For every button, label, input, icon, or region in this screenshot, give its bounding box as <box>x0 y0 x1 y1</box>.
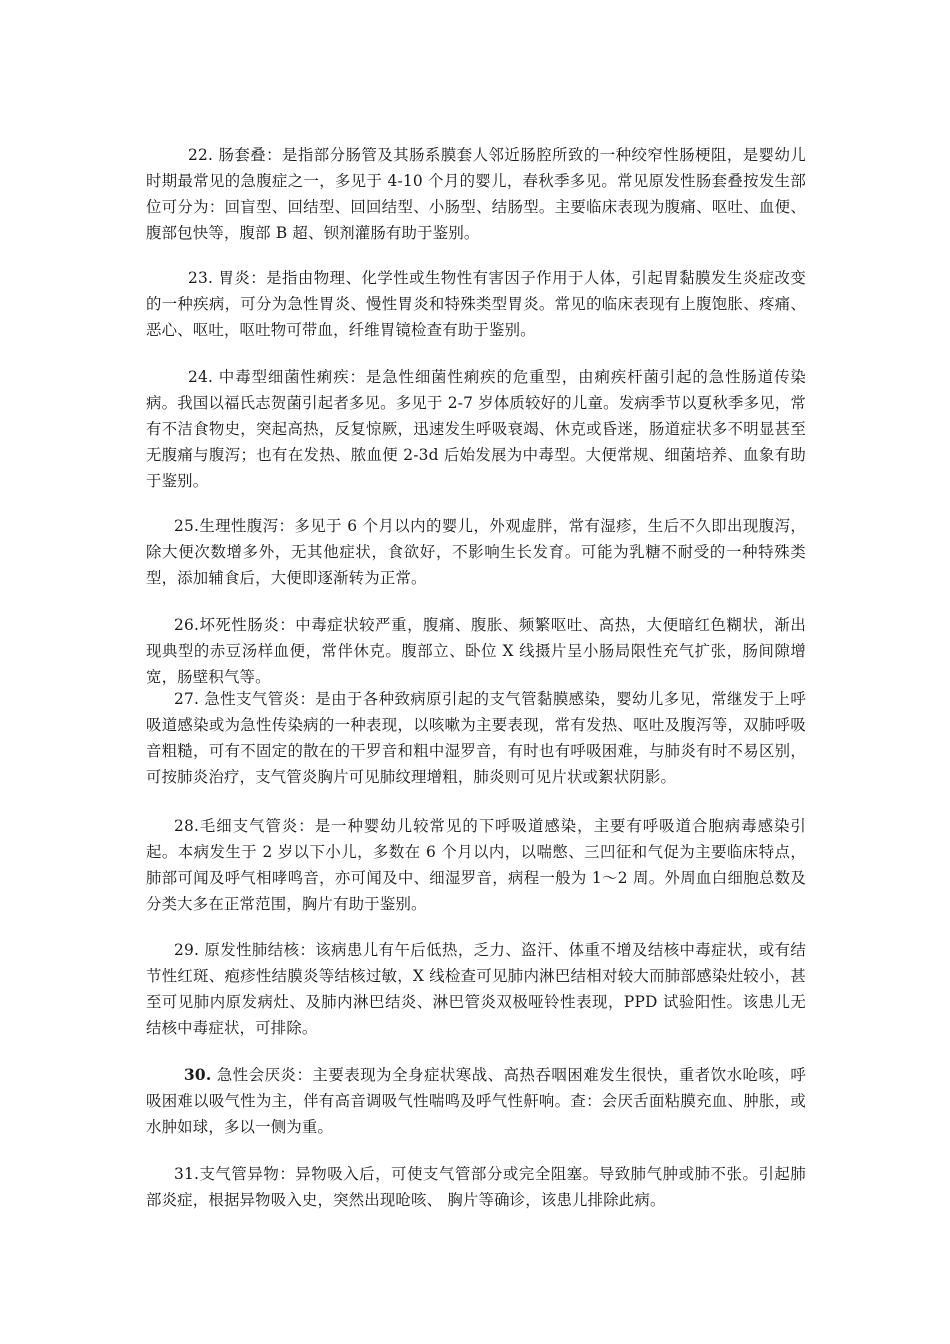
item-number: 28. <box>174 817 200 835</box>
item-number: 29. <box>174 941 200 959</box>
paragraph-text: 毛细支气管炎：是一种婴幼儿较常见的下呼吸道感染，主要有呼吸道合胞病毒感染引起。本病发生于 2 岁以下小儿，多数在 6 个月以内，以喘憋、三凹征和气促为主要临床特点，肺部可闻及呼气相哮鸣音，亦可闻及中、细湿罗音，病程一般为 1～2 周。外周血白细胞总数及分类大多在正常范围，胸片有助于鉴别。 <box>146 817 806 913</box>
paragraph-text: 生理性腹泻：多见于 6 个月以内的婴儿，外观虚胖，常有湿疹，生后不久即出现腹泻，除大便次数增多外，无其他症状，食欲好，不影响生长发育。可能为乳糖不耐受的一种特殊类型，添加辅食后，大便即逐渐转为正常。 <box>146 517 806 587</box>
paragraph-text: 中毒型细菌性痢疾：是急性细菌性痢疾的危重型，由痢疾杆菌引起的急性肠道传染病。我国以福氏志贺菌引起者多见。多见于 2-7 岁体质较好的儿童。发病季节以夏秋季多见，常有不洁食物史，突起高热，反复惊厥，迅速发生呼吸衰竭、休克或昏迷，肠道症状多不明显甚至无腹痛与腹泻；也有在发热、脓血便 2-3d 后始发展为中毒型。大便常规、细菌培养、血象有助于鉴别。 <box>146 368 806 490</box>
item-number: 24. <box>188 368 214 386</box>
item-number: 30. <box>184 1066 212 1084</box>
item-number: 23. <box>188 269 214 287</box>
paragraph-text: 胃炎：是指由物理、化学性或生物性有害因子作用于人体，引起胃黏膜发生炎症改变的一种疾病，可分为急性胃炎、慢性胃炎和特殊类型胃炎。常见的临床表现有上腹饱胀、疼痛、恶心、呕吐，呕吐物可带血，纤维胃镜检查有助于鉴别。 <box>146 269 806 339</box>
paragraph-29 <box>146 937 806 1041</box>
paragraph-text: 急性会厌炎：主要表现为全身症状寒战、高热吞咽困难发生很快，重者饮水呛咳，呼吸困难以吸气性为主，伴有高音调吸气性喘鸣及呼气性鼾响。查：会厌舌面粘膜充血、肿胀，或水肿如球，多以一侧为重。 <box>146 1066 806 1136</box>
item-number: 31. <box>174 1165 200 1183</box>
paragraph-31 <box>146 1161 806 1213</box>
paragraph-30 <box>146 1062 806 1140</box>
paragraph-26 <box>146 612 806 690</box>
item-number: 27. <box>174 690 200 708</box>
paragraph-25 <box>146 513 806 591</box>
item-number: 22. <box>188 146 214 164</box>
paragraph-24 <box>146 364 806 494</box>
paragraph-text: 急性支气管炎：是由于各种致病原引起的支气管黏膜感染，婴幼儿多见，常继发于上呼吸道感染或为急性传染病的一种表现，以咳嗽为主要表现，常有发热、呕吐及腹泻等，双肺呼吸音粗糙，可有不固定的散在的干罗音和粗中湿罗音，有时也有呼吸困难，与肺炎有时不易区别，可按肺炎治疗，支气管炎胸片可见肺纹理增粗，肺炎则可见片状或絮状阴影。 <box>146 690 806 786</box>
paragraph-28 <box>146 813 806 917</box>
paragraph-27 <box>146 686 806 790</box>
paragraph-23 <box>146 265 806 343</box>
item-number: 26. <box>174 616 200 634</box>
item-number: 25. <box>174 517 200 535</box>
paragraph-text: 坏死性肠炎：中毒症状较严重，腹痛、腹胀、频繁呕吐、高热，大便暗红色糊状，渐出现典型的赤豆汤样血便，常伴休克。腹部立、卧位 X 线摄片呈小肠局限性充气扩张，肠间隙增宽，肠壁积气等。 <box>146 616 806 686</box>
paragraph-text: 肠套叠：是指部分肠管及其肠系膜套人邻近肠腔所致的一种绞窄性肠梗阻，是婴幼儿时期最常见的急腹症之一，多见于 4-10 个月的婴儿，春秋季多见。常见原发性肠套叠按发生部位可分为：回盲型、回结型、回回结型、小肠型、结肠型。主要临床表现为腹痛、呕吐、血便、腹部包快等，腹部 B 超、钡剂灌肠有助于鉴别。 <box>146 146 806 242</box>
paragraph-text: 原发性肺结核：该病患儿有午后低热，乏力、盗汗、体重不增及结核中毒症状，或有结节性红斑、疱疹性结膜炎等结核过敏，X 线检查可见肺内淋巴结相对较大而肺部感染灶较小，甚至可见肺内原发病灶、及肺内淋巴结炎、淋巴管炎双极哑铃性表现，PPD 试验阳性。该患儿无结核中毒症状，可排除。 <box>146 941 806 1037</box>
paragraph-text: 支气管异物：异物吸入后，可使支气管部分或完全阻塞。导致肺气肿或肺不张。引起肺部炎症，根据异物吸入史，突然出现呛咳、 胸片等确诊，该患儿排除此病。 <box>146 1165 806 1209</box>
paragraph-22 <box>146 142 806 246</box>
